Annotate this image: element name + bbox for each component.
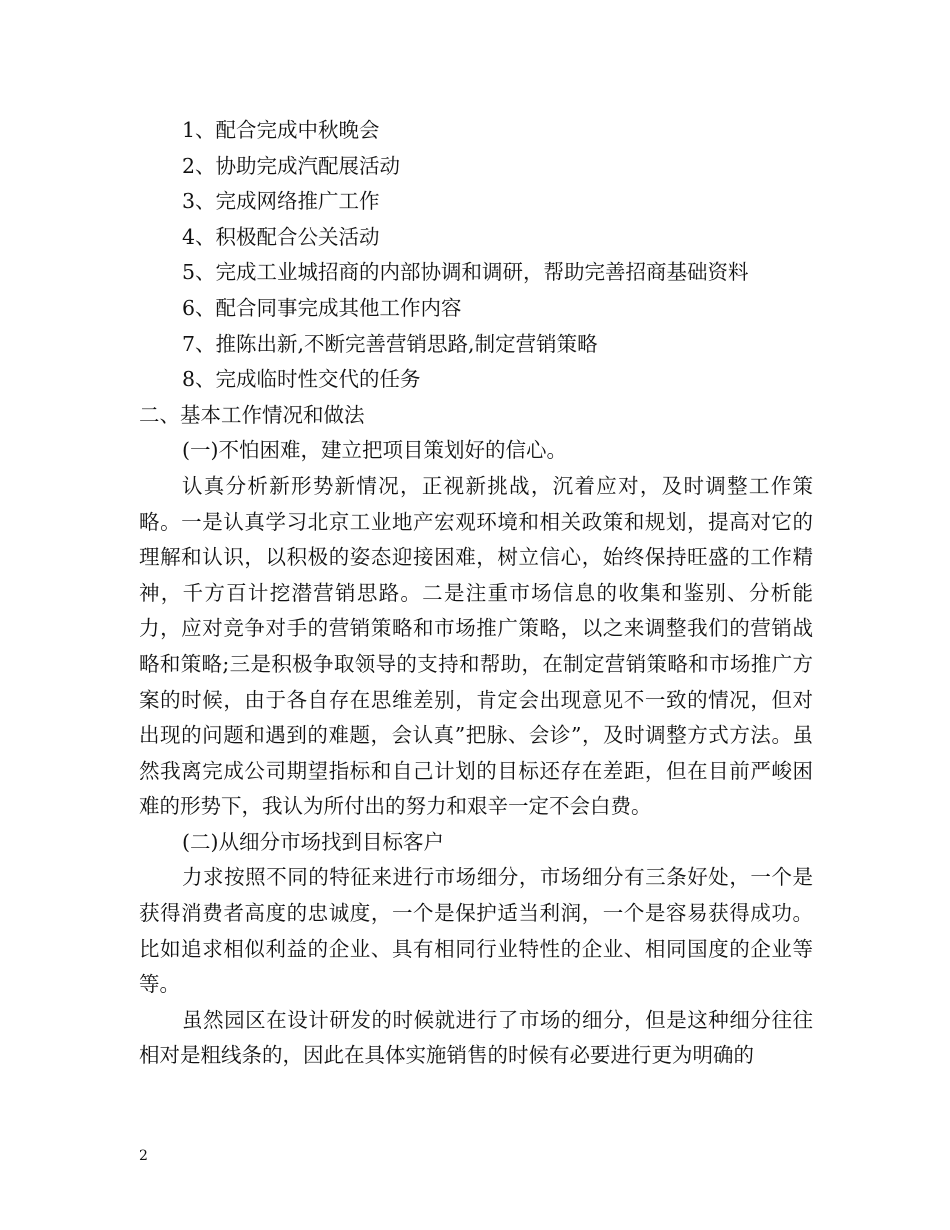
subsection-title-2: (二)从细分市场找到目标客户 (182, 829, 444, 854)
list-item: 8、完成临时性交代的任务 (182, 367, 421, 392)
document-body (139, 113, 813, 1074)
paragraph-1: 认真分析新形势新情况，正视新挑战，沉着应对，及时调整工作策略。一是认真学习北京工业地产宏观环境和相关政策和规划，提高对它的理解和认识，以积极的姿态迎接困难，树立信心，始终保持旺盛的工作精神，千方百计挖潜营销思路。二是注重市场信息的收集和鉴别、分析能力，应对竞争对手的营销策略和市场推广策略，以之来调整我们的营销战略和策略;三是积极争取领导的支持和帮助，在制定营销策略和市场推广方案的时候，由于各自存在思维差别，肯定会出现意见不一致的情况，但对出现的问题和遇到的难题，会认真”把脉、会诊”，及时调整方式方法。虽然我离完成公司期望指标和自己计划的目标还存在差距，但在目前严峻困难的形势下，我认为所付出的努力和艰辛一定不会白费。 (139, 473, 813, 819)
subsection-title-1: (一)不怕困难，建立把项目策划好的信心。 (182, 438, 567, 463)
paragraph-3: 虽然园区在设计研发的时候就进行了市场的细分，但是这种细分往往相对是粗线条的，因此在具体实施销售的时候有必要进行更为明确的 (139, 1007, 813, 1068)
paragraph-2: 力求按照不同的特征来进行市场细分，市场细分有三条好处，一个是获得消费者高度的忠诚度，一个是保护适当利润，一个是容易获得成功。比如追求相似利益的企业、具有相同行业特性的企业、相同国度的企业等等。 (139, 865, 813, 997)
section-heading: 二、基本工作情况和做法 (139, 402, 365, 427)
list-item: 5、完成工业城招商的内部协调和调研，帮助完善招商基础资料 (182, 260, 749, 285)
task-list (139, 113, 813, 398)
list-item: 3、完成网络推广工作 (182, 189, 380, 214)
list-item: 6、配合同事完成其他工作内容 (182, 295, 462, 320)
list-item: 7、推陈出新,不断完善营销思路,制定营销策略 (182, 331, 598, 356)
page-number: 2 (139, 1148, 148, 1164)
list-item: 1、配合完成中秋晚会 (182, 118, 380, 142)
list-item: 2、协助完成汽配展活动 (182, 153, 401, 178)
list-item: 4、积极配合公关活动 (182, 224, 380, 249)
